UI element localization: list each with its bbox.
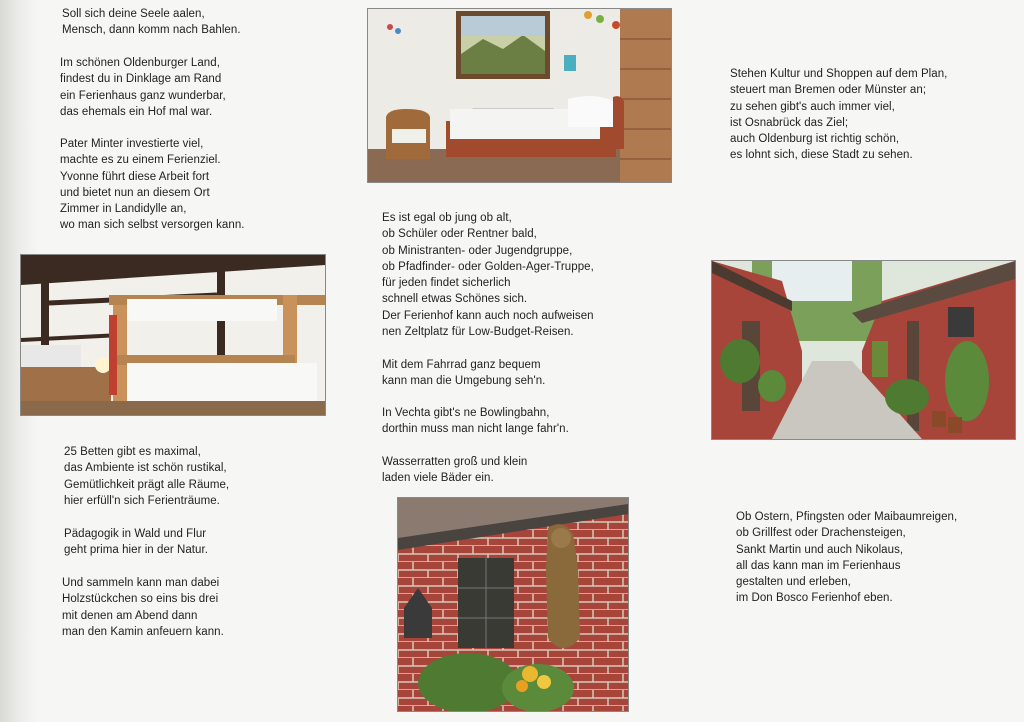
poem-stanza: Es ist egal ob jung ob alt, ob Schüler oder Rentner bald, ob Ministranten- oder Jugendgruppe, ob Pfadfinder- oder Golden-Ager-Truppe, für jeden findet sicherlich schnell etwas Schönes sich. Der Ferienhof kann auch noch aufweisen nen Zeltplatz für Low-Budget-Reisen. (382, 212, 594, 339)
poem-stanza: Und sammeln kann man dabei Holzstückchen so eins bis drei mit denen am Abend dann man den Kamin anfeuern kann. (62, 577, 224, 638)
poem-stanza: Stehen Kultur und Shoppen auf dem Plan, steuert man Bremen oder Münster an; zu sehen gibt's auch immer viel, ist Osnabrück das Ziel; auch Oldenburg ist richtig schön, es lohnt sich, diese Stadt zu sehen. (730, 68, 948, 162)
poem-stanza: Pater Minter investierte viel, machte es zu einem Ferienziel. Yvonne führt diese Arbeit fort und bietet nun an diesem Ort Zimmer in Landidylle an, wo man sich selbst versorgen kann. (60, 138, 245, 232)
poem-stanza: Wasserratten groß und klein laden viele Bäder ein. (382, 456, 528, 485)
poem-stanza: Soll sich deine Seele aalen, Mensch, dann komm nach Bahlen. (62, 8, 241, 37)
poem-stanza: Ob Ostern, Pfingsten oder Maibaumreigen, ob Grillfest oder Drachensteigen, Sankt Martin und auch Nikolaus, all das kann man im Ferienhaus gestalten und erleben, im Don Bosco Ferienhof eben. (736, 511, 958, 605)
bedroom-photo (367, 8, 672, 183)
brick-wall-statue-photo (397, 497, 629, 712)
poem-stanza: 25 Betten gibt es maximal, das Ambiente ist schön rustikal, Gemütlichkeit prägt alle Räume, hier erfüll'n sich Ferienträume. (64, 446, 230, 507)
bunk-bed-photo (20, 254, 326, 416)
poem-stanza: Pädagogik in Wald und Flur geht prima hier in der Natur. (64, 528, 208, 557)
poem-stanza: Mit dem Fahrrad ganz bequem kann man die Umgebung seh'n. (382, 359, 546, 388)
courtyard-photo (711, 260, 1016, 440)
poem-stanza: In Vechta gibt's ne Bowlingbahn, dorthin muss man nicht lange fahr'n. (382, 407, 569, 436)
poem-stanza: Im schönen Oldenburger Land, findest du in Dinklage am Rand ein Ferienhaus ganz wunderbar, das ehemals ein Hof mal war. (60, 57, 226, 118)
